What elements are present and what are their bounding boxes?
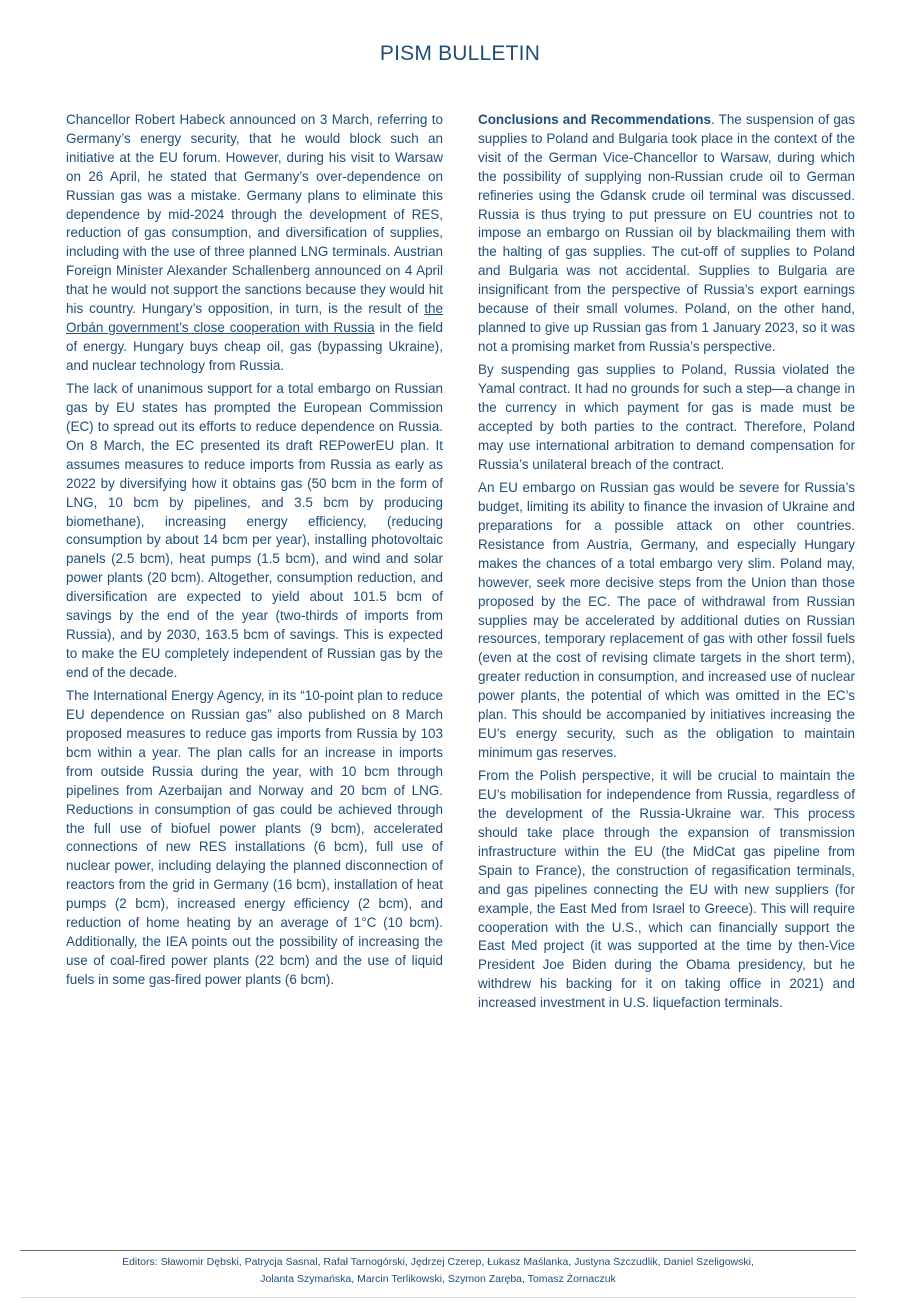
right-column bbox=[478, 111, 855, 1018]
footer-editors bbox=[0, 1254, 876, 1287]
orban-cooperation-link[interactable]: the Orbán government’s close cooperation with Russia bbox=[66, 301, 443, 335]
paragraph: The lack of unanimous support for a total embargo on Russian gas by EU states has prompted the European Commission (EC) to spread out its efforts to reduce dependence on Russia. On 8 March, the EC presented its draft REPowerEU plan. It assumes measures to reduce imports from Russia as early as 2022 by diversifying how it obtains gas (50 bcm in the form of LNG, 10 bcm by pipelines, and 3.5 bcm by producing biomethane), increasing energy efficiency, (reducing consumption by about 14 bcm per year), installing photovoltaic panels (2.5 bcm), heat pumps (1.5 bcm), and wind and solar power plants (20 bcm). Altogether, consumption reduction, and diversification are expected to yield about 101.5 bcm of savings by the end of the year (two-thirds of imports from Russia), and by 2030, 163.5 bcm of savings. This is expected to make the EU completely independent of Russian gas by the end of the decade. bbox=[66, 381, 443, 680]
paragraph bbox=[66, 111, 443, 376]
paragraph-text: Chancellor Robert Habeck announced on 3 March, referring to Germany’s energy security, that he would block such an initiative at the EU forum. However, during his visit to Warsaw on 26 April, he stated that Germany’s over-dependence on Russian gas was a mistake. Germany plans to eliminate this dependence by mid-2024 through the development of RES, reduction of gas consumption, and diversification of supplies, including with the use of three planned LNG terminals. Austrian Foreign Minister Alexander Schallenberg announced on 4 April that he would not support the sanctions because they would hit his country. Hungary’s opposition, in turn, is the result of bbox=[66, 112, 443, 317]
paragraph-text: in the field of energy. Hungary buys cheap oil, gas (bypassing Ukraine), and nuclear technology from Russia. bbox=[66, 319, 443, 373]
paragraph: The International Energy Agency, in its “10-point plan to reduce EU dependence on Russian gas” also published on 8 March proposed measures to reduce gas imports from Russia by 103 bcm within a year. The plan calls for an increase in imports from outside Russia during the year, with 10 bcm through pipelines from Azerbaijan and Norway and 20 bcm of LNG. Reductions in consumption of gas could be achieved through the full use of biofuel power plants (9 bcm), accelerated connections of new RES installations (6 bcm), full use of nuclear power, including delaying the planned disconnection of reactors from the grid in Germany (16 bcm), installation of heat pumps (2 bcm), increased energy efficiency (2 bcm), and reduction of home heating by an average of 1°C (10 bcm). Additionally, the IEA points out the possibility of increasing the use of coal-fired power plants (22 bcm) and the use of liquid fuels in some gas-fired power plants (6 bcm). bbox=[66, 688, 443, 987]
paragraph bbox=[478, 111, 855, 357]
paragraph: An EU embargo on Russian gas would be severe for Russia’s budget, limiting its ability to finance the invasion of Ukraine and preparations for a possible attack on other countries. Resistance from Austria, Germany, and especially Hungary makes the chances of a total embargo very slim. Poland may, however, seek more decisive steps from the Union than those proposed by the EC. The pace of withdrawal from Russian supplies may be accelerated by additional duties on Russian resources, temporary replacement of gas with other fossil fuels (even at the cost of revising climate targets in the short term), greater reduction in consumption, and increased use of nuclear power plants, the potential of which was omitted in the EC’s plan. This should be accompanied by initiatives increasing the EU’s energy security, such as the obligation to maintain minimum gas reserves. bbox=[478, 480, 855, 760]
section-heading: Conclusions and Recommendations bbox=[478, 112, 711, 127]
paragraph: From the Polish perspective, it will be crucial to maintain the EU’s mobilisation for independence from Russia, regardless of the development of the Russia-Ukraine war. This process should take place through the expansion of transmission infrastructure within the EU (the MidCat gas pipeline from Spain to France), the construction of regasification terminals, and gas pipelines connecting the EU with new suppliers (for example, the East Med from Israel to Greece). This will require cooperation with the U.S., which can financially support the East Med project (it was supported at the time by then-Vice President Joe Biden during the Obama presidency, but he withdrew his backing for it on taking office in 2021) and increased investment in U.S. liquefaction terminals. bbox=[478, 768, 855, 1011]
footer-line: Editors: Sławomir Dębski, Patrycja Sasnal, Rafał Tarnogórski, Jędrzej Czerep, Łukasz Maślanka, Justyna Szczudlik, Daniel Szeligowski, bbox=[122, 1256, 754, 1268]
footer-line: Jolanta Szymańska, Marcin Terlikowski, Szymon Zaręba, Tomasz Żornaczuk bbox=[260, 1272, 616, 1285]
footer-divider bbox=[20, 1250, 856, 1251]
page-title: PISM BULLETIN bbox=[379, 42, 541, 65]
bottom-divider bbox=[20, 1297, 856, 1298]
paragraph: By suspending gas supplies to Poland, Russia violated the Yamal contract. It had no grounds for such a step—a change in the currency in which payment for gas is made must be accepted by both parties to the contract. Therefore, Poland may use international arbitration to demand compensation for Russia’s unilateral breach of the contract. bbox=[478, 362, 855, 472]
left-column bbox=[66, 111, 443, 994]
paragraph-text: . The suspension of gas supplies to Poland and Bulgaria took place in the context of the visit of the German Vice-Chancellor to Warsaw, during which the possibility of supplying non-Russian crude oil to German refineries using the Gdansk crude oil terminal was discussed. Russia is thus trying to put pressure on EU countries not to impose an embargo on Russian oil by blackmailing them with the halting of gas supplies. The cut-off of supplies to Poland and Bulgaria was not accidental. Supplies to Bulgaria are insignificant from the perspective of Russia’s export earnings because of their small volumes. Poland, on the other hand, planned to give up Russian gas from 1 January 2023, so it was not a promising market from Russia’s perspective. bbox=[478, 112, 855, 354]
